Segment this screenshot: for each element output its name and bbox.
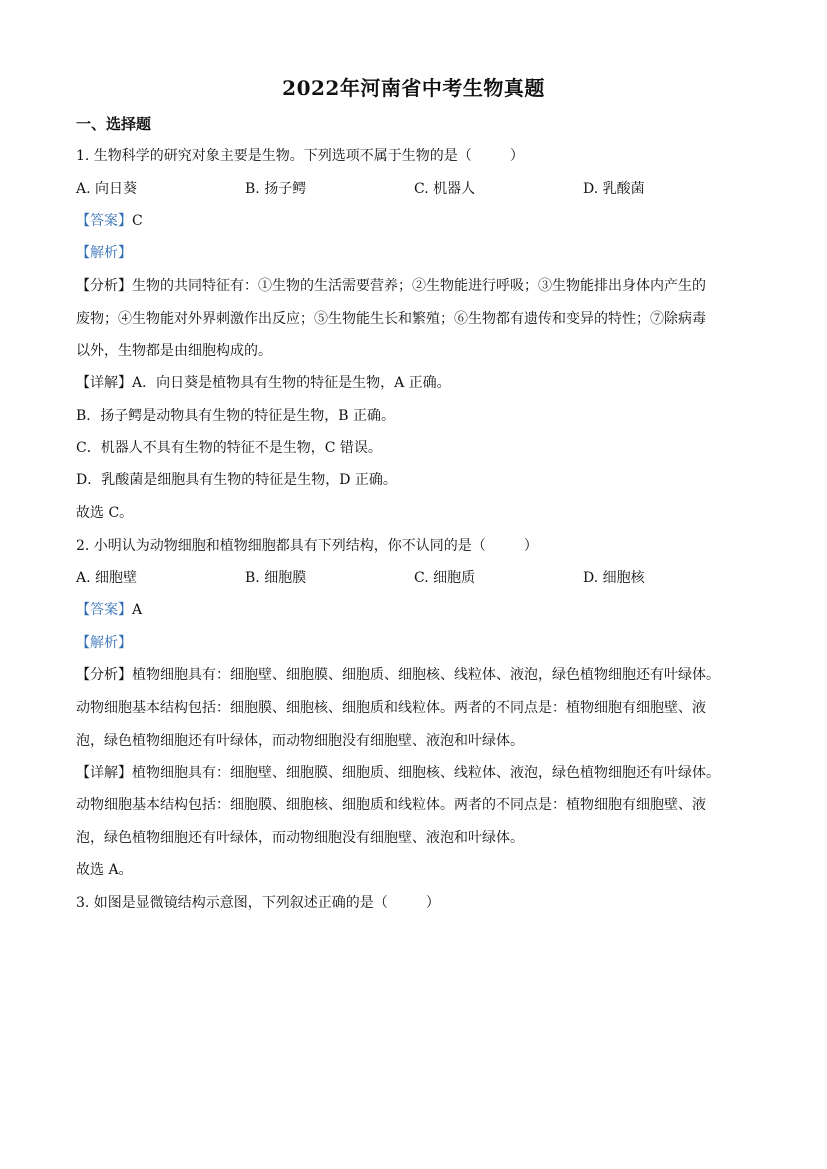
question-1-answer	[76, 211, 766, 231]
question-3-stem-close: ）	[425, 895, 440, 911]
question-1-analysis-line: 废物；④生物能对外界刺激作出反应；⑤生物能生长和繁殖；⑥生物都有遗传和变异的特性；⑦除病毒	[76, 311, 706, 327]
question-1-stem	[76, 146, 766, 166]
question-3-stem	[76, 893, 766, 913]
question-2-detail-line: 动物细胞基本结构包括：细胞膜、细胞核、细胞质和线粒体。两者的不同点是：植物细胞有细胞壁、液	[76, 797, 706, 813]
question-1-detail-line: B．扬子鳄是动物具有生物的特征是生物，B 正确。	[76, 408, 396, 424]
question-2-analysis-line: 【分析】植物细胞具有：细胞壁、细胞膜、细胞质、细胞核、线粒体、液泡，绿色植物细胞还有叶绿体。	[76, 667, 720, 683]
page-title: 2022年河南省中考生物真题	[282, 76, 545, 100]
question-1-detail-line: 【详解】A．向日葵是植物具有生物的特征是生物，A 正确。	[76, 375, 451, 391]
question-2-stem	[76, 536, 766, 556]
question-1-analysis-line: 以外，生物都是由细胞构成的。	[76, 343, 272, 359]
answer-label: 【答案】	[76, 213, 132, 229]
question-1-stem-close: ）	[509, 148, 524, 164]
question-1-detail-line: C．机器人不具有生物的特征不是生物，C 错误。	[76, 440, 382, 456]
question-2-answer	[76, 600, 766, 620]
question-2-detail-line: 【详解】植物细胞具有：细胞壁、细胞膜、细胞质、细胞核、线粒体、液泡，绿色植物细胞还有叶绿体。	[76, 765, 720, 781]
question-2-conclusion: 故选 A。	[76, 862, 133, 878]
question-3-stem-text: 3. 如图是显微镜结构示意图，下列叙述正确的是（	[76, 895, 388, 911]
question-1-stem-text: 1. 生物科学的研究对象主要是生物。下列选项不属于生物的是（	[76, 148, 472, 164]
question-1-detail-line: D．乳酸菌是细胞具有生物的特征是生物，D 正确。	[76, 472, 397, 488]
question-1-option-b: B. 扬子鳄	[245, 181, 307, 197]
question-1-option-c: C. 机器人	[414, 181, 476, 197]
question-2-detail-line: 泡，绿色植物细胞还有叶绿体，而动物细胞没有细胞壁、液泡和叶绿体。	[76, 830, 524, 846]
section-heading: 一、选择题	[76, 115, 152, 133]
question-2-option-a: A. 细胞壁	[76, 570, 138, 586]
question-2-stem-text: 2. 小明认为动物细胞和植物细胞都具有下列结构，你不认同的是（	[76, 538, 486, 554]
question-2-analysis-line: 泡，绿色植物细胞还有叶绿体，而动物细胞没有细胞壁、液泡和叶绿体。	[76, 733, 524, 749]
question-2-stem-close: ）	[523, 538, 538, 554]
answer-value: C	[132, 213, 143, 229]
answer-value: A	[132, 602, 143, 618]
question-2-option-d: D. 细胞核	[583, 570, 645, 586]
question-1-conclusion: 故选 C。	[76, 505, 134, 521]
question-1-option-a: A. 向日葵	[76, 181, 138, 197]
question-2-option-b: B. 细胞膜	[245, 570, 307, 586]
analysis-label: 【解析】	[76, 245, 132, 261]
question-1-analysis-line: 【分析】生物的共同特征有：①生物的生活需要营养；②生物能进行呼吸；③生物能排出身体内产生的	[76, 278, 706, 294]
question-2-analysis-line: 动物细胞基本结构包括：细胞膜、细胞核、细胞质和线粒体。两者的不同点是：植物细胞有细胞壁、液	[76, 700, 706, 716]
analysis-label: 【解析】	[76, 635, 132, 651]
question-1-option-d: D. 乳酸菌	[583, 181, 645, 197]
answer-label: 【答案】	[76, 602, 132, 618]
question-2-option-c: C. 细胞质	[414, 570, 476, 586]
